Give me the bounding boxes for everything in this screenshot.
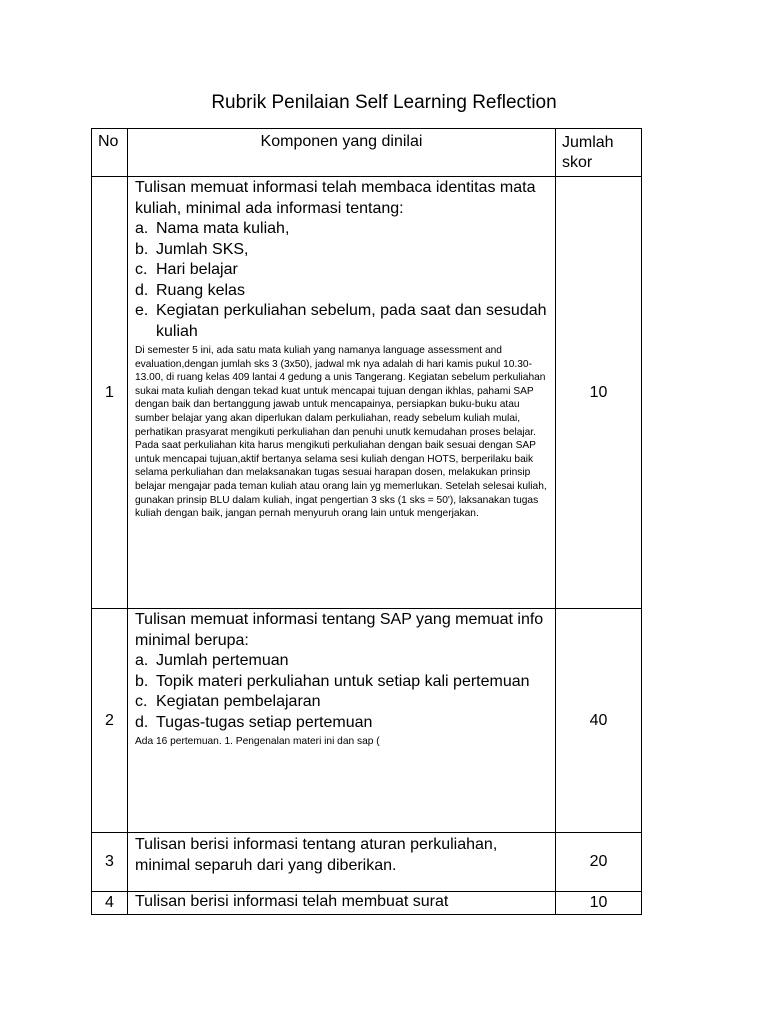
table-row — [92, 833, 642, 892]
table-row — [92, 177, 642, 609]
row-score: 10 — [556, 892, 642, 915]
table-row — [92, 892, 642, 915]
list-item: b. Jumlah SKS, — [135, 240, 249, 258]
row-component — [128, 892, 556, 915]
row-score: 10 — [556, 177, 642, 609]
criterion-text: Tulisan memuat informasi telah membaca identitas mata kuliah, minimal ada informasi tentang: — [135, 179, 536, 217]
header-no: No — [92, 129, 128, 177]
list-item: d. Ruang kelas — [135, 281, 245, 299]
row-component — [128, 833, 556, 892]
criterion-text: Tulisan memuat informasi tentang SAP yang memuat info minimal berupa: — [135, 611, 544, 649]
document-title: Rubrik Penilaian Self Learning Reflection — [211, 92, 557, 113]
row-component — [128, 177, 556, 609]
header-score — [556, 129, 642, 177]
criterion-text: Tulisan berisi informasi telah membuat surat — [135, 893, 449, 910]
table-row — [92, 609, 642, 833]
criterion-list — [135, 219, 551, 342]
row-number: 3 — [92, 833, 128, 892]
list-item: c. Kegiatan pembelajaran — [135, 693, 321, 710]
list-item: e. Kegiatan perkuliahan sebelum, pada saat dan sesudah kuliah — [135, 302, 547, 340]
rubric-table — [91, 128, 642, 915]
row-score: 20 — [556, 833, 642, 892]
list-item: c. Hari belajar — [135, 261, 238, 278]
header-component: Komponen yang dinilai — [128, 129, 556, 177]
criterion-text: Tulisan berisi informasi tentang aturan perkuliahan, minimal separuh dari yang diberikan. — [135, 836, 498, 874]
row-component — [128, 609, 556, 833]
header-score-line1: Jumlah — [562, 134, 614, 151]
header-score-line2: skor — [562, 154, 593, 171]
list-item: d. Tugas-tugas setiap pertemuan — [135, 713, 373, 731]
criterion-list — [135, 651, 551, 733]
row-score: 40 — [556, 609, 642, 833]
row-number: 4 — [92, 892, 128, 915]
list-item: a. Jumlah pertemuan — [135, 652, 289, 669]
list-item: a. Nama mata kuliah, — [135, 220, 290, 237]
student-response: Di semester 5 ini, ada satu mata kuliah yang namanya language assessment and evaluation,dengan jumlah sks 3 (3x50), jadwal mk nya adalah di hari kamis pukul 10.30-13.00, di ruang kelas 409 lantai 4 gedung a unis Tangerang. Kegiatan sebelum perkuliahan sukai mata kuliah dengan tekad kuat untuk mencapai tujuan dengan ikhlas, pahami SAP dengan baik dan bertanggung jawab untuk mencapainya, persiapkan buku-buku atau sumber belajar yang akan diperlukan dalam perkuliahan, ready sebelum kuliah mulai, perhatikan prasyarat mengikuti perkuliahan dan penuhi unutk kemudahan proses belajar. Pada saat perkuliahan kita harus mengikuti perkuliahan dengan baik sesuai dengan SAP untuk mencapai tujuan,aktif bertanya selama sesi kuliah dengan HOTS, berperilaku baik selama perkuliahan dan melaksanakan tugas sesuai harapan dosen, melakukan prinsip belajar mengajar pada teman kuliah atau orang lain yg memerlukan. Setelah selesai kuliah, gunakan prinsip BLU dalam kuliah, ingat pengertian 3 sks (1 sks = 50'), laksanakan tugas kuliah dengan baik, jangan pernah menyuruh orang lain untuk mengerjakan. — [135, 345, 547, 520]
table-header-row — [92, 129, 642, 177]
list-item: b. Topik materi perkuliahan untuk setiap kali pertemuan — [135, 672, 530, 690]
row-number: 2 — [92, 609, 128, 833]
student-response: Ada 16 pertemuan. 1. Pengenalan materi ini dan sap ( — [135, 736, 380, 747]
row-number: 1 — [92, 177, 128, 609]
